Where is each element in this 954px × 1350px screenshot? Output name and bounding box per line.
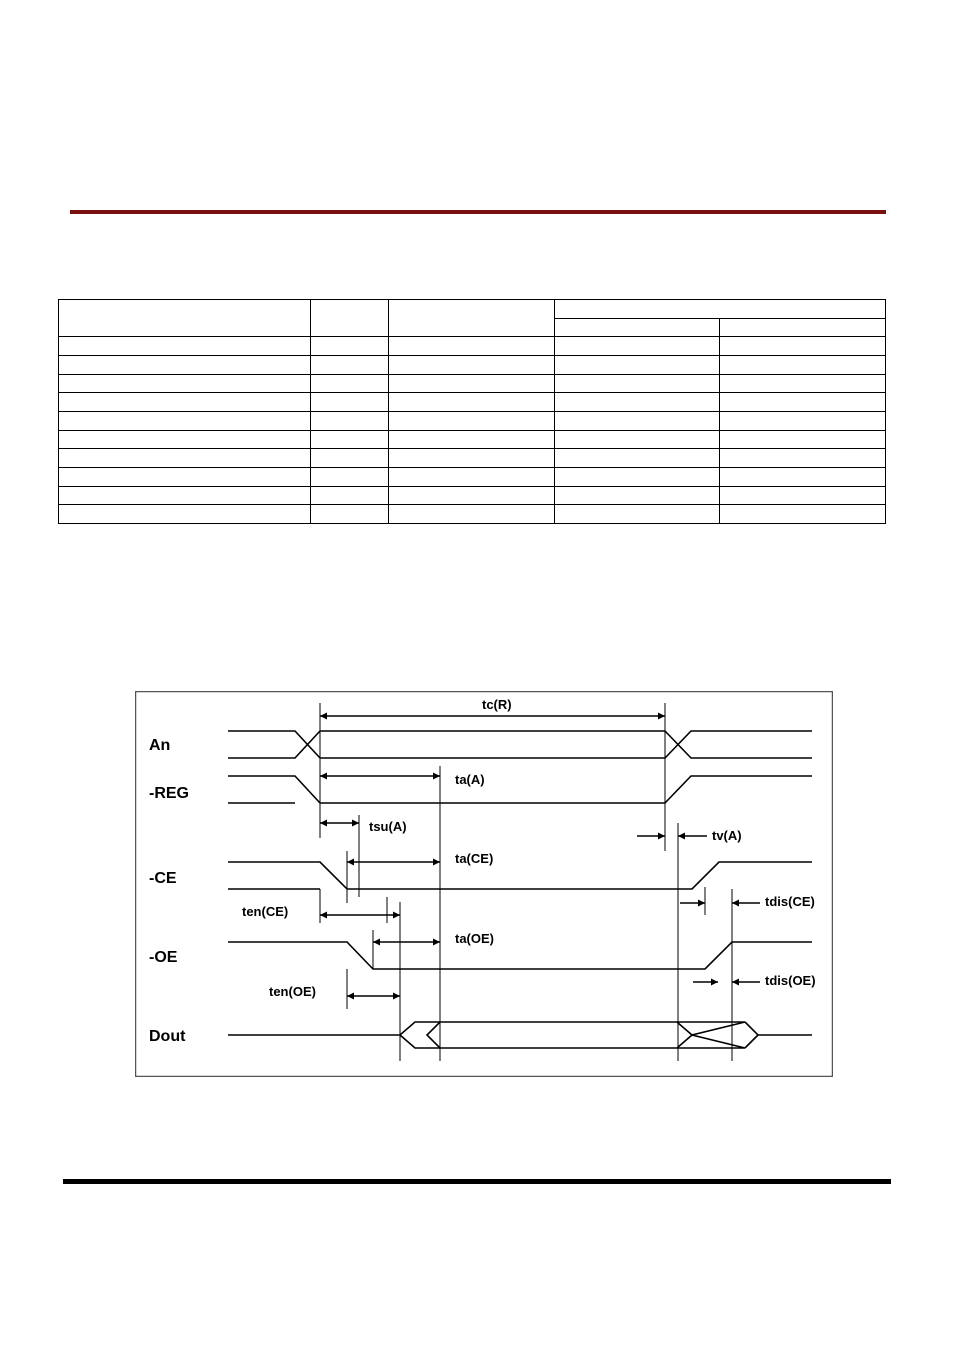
signal-label-an: An (149, 737, 171, 754)
table-cell (389, 393, 555, 412)
table-cell (389, 300, 555, 337)
table-cell (720, 318, 886, 337)
table-cell (555, 486, 720, 505)
table-cell (389, 355, 555, 374)
table-cell (555, 374, 720, 393)
table-cell (311, 300, 389, 337)
table-row (59, 449, 886, 468)
param-label-tdis-oe: tdis(OE) (765, 973, 816, 988)
table-cell (59, 486, 311, 505)
signal-label-reg: -REG (149, 785, 189, 802)
table-cell (555, 300, 886, 319)
table-cell (59, 449, 311, 468)
table-cell (555, 449, 720, 468)
table-cell (720, 337, 886, 356)
table-cell (389, 449, 555, 468)
table-cell (311, 486, 389, 505)
param-label-tv-a: tv(A) (712, 828, 742, 843)
table-row (59, 430, 886, 449)
table-cell (720, 374, 886, 393)
table-cell (720, 449, 886, 468)
table-cell (311, 355, 389, 374)
param-label-ta-oe: ta(OE) (455, 931, 494, 946)
param-label-ten-ce: ten(CE) (242, 904, 289, 919)
table-cell (555, 505, 720, 524)
table-cell (720, 355, 886, 374)
table-row (59, 505, 886, 524)
table-cell (59, 300, 311, 337)
table-row (59, 393, 886, 412)
param-label-ta-a: ta(A) (455, 772, 485, 787)
table-cell (720, 467, 886, 486)
read-timing-diagram (135, 691, 833, 1077)
table-cell (389, 486, 555, 505)
signal-label-ce: -CE (149, 870, 177, 887)
table-row (59, 337, 886, 356)
table-cell (720, 393, 886, 412)
param-label-ten-oe: ten(OE) (269, 984, 316, 999)
table-cell (311, 411, 389, 430)
timing-spec-table (58, 299, 886, 524)
table-cell (311, 337, 389, 356)
signal-label-oe: -OE (149, 949, 178, 966)
table-header-row (59, 300, 886, 319)
table-row (59, 411, 886, 430)
table-cell (311, 449, 389, 468)
table-row (59, 355, 886, 374)
table-cell (59, 467, 311, 486)
param-label-tdis-ce: tdis(CE) (765, 894, 815, 909)
table-cell (59, 505, 311, 524)
signal-label-dout: Dout (149, 1028, 186, 1045)
footer-rule (63, 1179, 891, 1184)
table-cell (59, 430, 311, 449)
table-cell (389, 411, 555, 430)
table-cell (555, 393, 720, 412)
table-cell (555, 355, 720, 374)
table-cell (59, 411, 311, 430)
table-cell (59, 374, 311, 393)
table-cell (389, 467, 555, 486)
table-cell (311, 430, 389, 449)
param-label-tsu-a: tsu(A) (369, 819, 407, 834)
table-cell (59, 393, 311, 412)
table-row (59, 467, 886, 486)
table-cell (389, 337, 555, 356)
table-cell (59, 337, 311, 356)
table-cell (389, 374, 555, 393)
table-cell (311, 374, 389, 393)
table-cell (720, 486, 886, 505)
header-rule (70, 210, 886, 214)
diagram-frame (136, 692, 833, 1077)
table-cell (311, 393, 389, 412)
param-label-tc-r: tc(R) (482, 697, 512, 712)
table-cell (555, 411, 720, 430)
table-row (59, 486, 886, 505)
table-cell (555, 318, 720, 337)
table-cell (720, 411, 886, 430)
table-cell (389, 505, 555, 524)
table-cell (389, 430, 555, 449)
table-cell (59, 355, 311, 374)
table-cell (311, 467, 389, 486)
table-cell (555, 467, 720, 486)
table-cell (720, 505, 886, 524)
table-cell (555, 430, 720, 449)
table-cell (555, 337, 720, 356)
table-cell (720, 430, 886, 449)
table-row (59, 374, 886, 393)
table-cell (311, 505, 389, 524)
param-label-ta-ce: ta(CE) (455, 851, 494, 866)
